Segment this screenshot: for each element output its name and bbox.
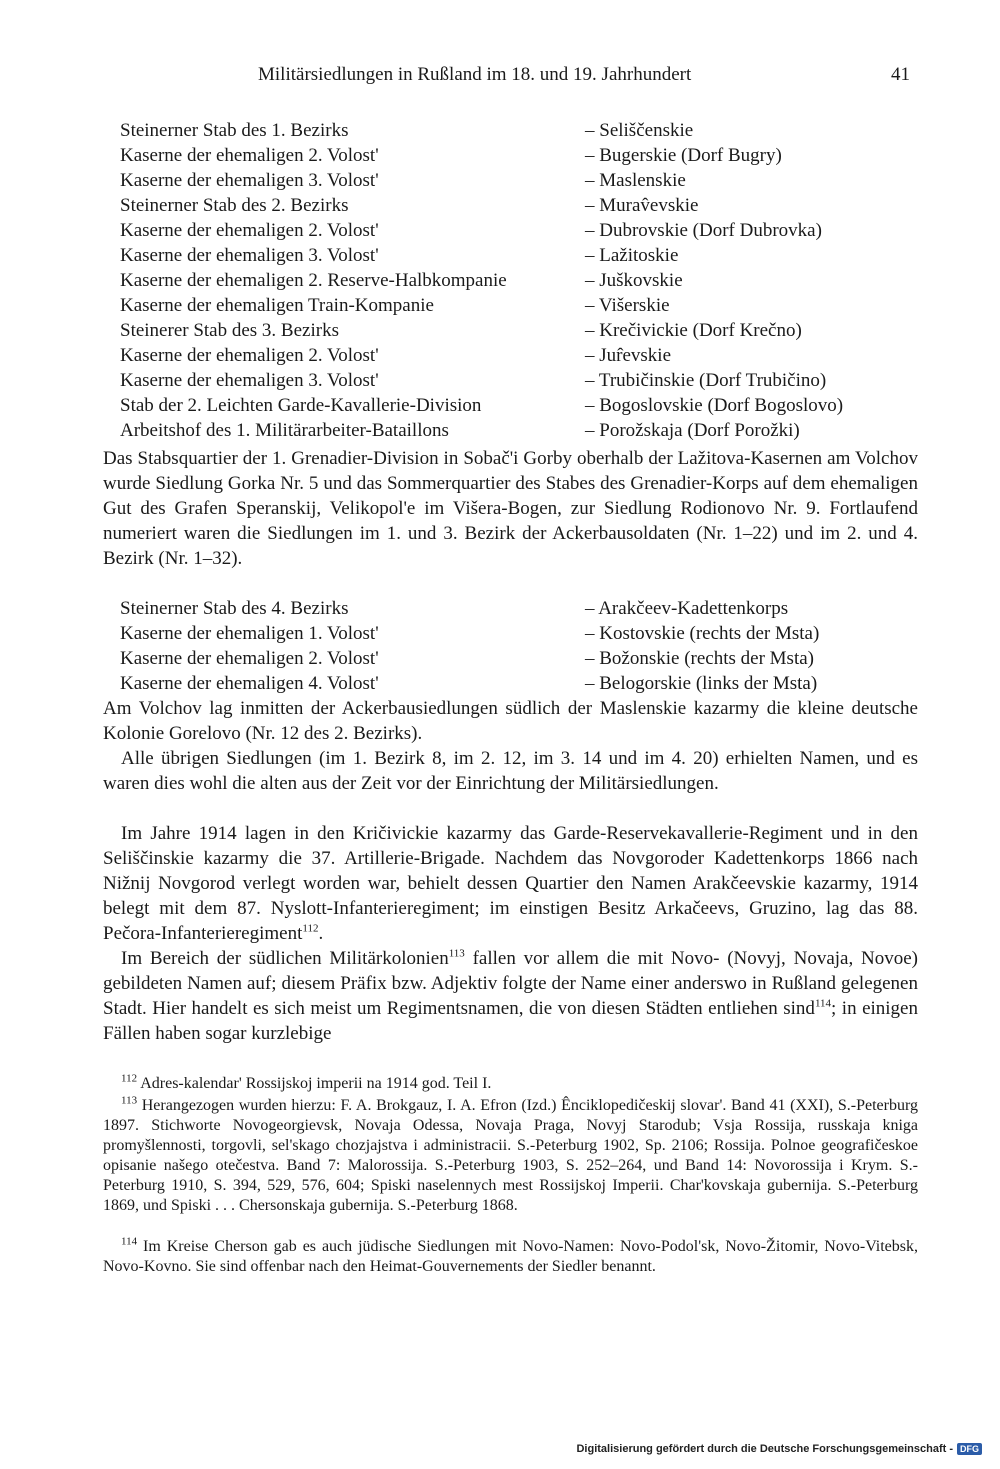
running-title: Militärsiedlungen in Rußland im 18. und 19. Jahrhundert [258, 64, 692, 85]
table-row: Kaserne der ehemaligen 2. Volost' – Jur̂evskie [120, 345, 672, 366]
barracks-table-2 [120, 596, 920, 696]
table-row: Kaserne der ehemaligen 2. Volost' – Bugerskie (Dorf Bugry) [120, 145, 782, 166]
dfg-logo: DFG [957, 1443, 982, 1455]
footnote-114: $^{114}$ Im Kreise Cherson gab es auch jüdische Siedlungen mit Novo-Namen: Novo-Podol'sk, Novo-Žitomir, Novo-Vitebsk, Novo-Kovno. Sie sind offenbar nach den Heimat-Gouvernements der Siedler benannt. [103, 1235, 918, 1275]
footer-text: Digitalisierung gefördert durch die Deutsche Forschungsgemeinschaft - [576, 1443, 953, 1455]
paragraph-other-settlements: Alle übrigen Siedlungen (im 1. Bezirk 8, im 2. 12, im 3. 14 und im 4. 20) erhielten Namen, und es waren dies wohl die alten aus der Zeit vor der Einrichtung der Militärsiedlungen. [103, 748, 918, 794]
page-header [258, 64, 910, 94]
digitization-footer [576, 1443, 982, 1455]
barracks-table-1 [120, 118, 920, 443]
table-row: Steinerner Stab des 2. Bezirks – Murav̂evskie [120, 195, 699, 216]
table-row: Arbeitshof des 1. Militärarbeiter-Bataillons – Porožskaja (Dorf Porožki) [120, 420, 800, 441]
paragraph-volchov: Am Volchov lag inmitten der Ackerbausiedlungen südlich der Maslenskie kazarmy die kleine deutsche Kolonie Gorelovo (Nr. 12 des 2. Bezirks). [103, 698, 918, 744]
table-row: Kaserne der ehemaligen Train-Kompanie – Višerskie [120, 295, 670, 316]
footnote-113: $^{113}$ Herangezogen wurden hierzu: F. A. Brokgauz, I. A. Efron (Izd.) Ênciklopedičeskij slovar'. Band 41 (XXI), S.-Peterburg 1897. Stichworte Novogeorgievsk, Novaja Odessa, Novaja Praga, Novyj Starodub; Vsja Rossija, russkaja kniga promyšlennosti, torgovli, sel'skago chozjajstva i administracii. S.-Peterburg 1902, Sp. 2106; Rossija. Polnoe geografičeskoe opisanie našego otečestva. Band 7: Malorossija. S.-Peterburg 1903, S. 252–264, und Band 14: Novorossija i Krym. S.-Peterburg 1910, S. 394, 529, 576, 604; Spiski naselennych mest Rossijskoj Imperii. Char'kovskaja gubernija. S.-Peterburg 1869, und Spiski . . . Chersonskaja gubernija. S.-Peterburg 1868. [103, 1094, 918, 1214]
table-row: Kaserne der ehemaligen 4. Volost' – Belogorskie (links der Msta) [120, 673, 818, 694]
table-row: Kaserne der ehemaligen 2. Volost' – Dubrovskie (Dorf Dubrovka) [120, 220, 822, 241]
footnote-ref: 113 [448, 947, 465, 960]
table-row: Kaserne der ehemaligen 3. Volost' – Lažitoskie [120, 245, 679, 266]
page-number: 41 [891, 64, 910, 85]
footnote-112: $^{112}$ Adres-kalendar' Rossijskoj imperii na 1914 god. Teil I. [121, 1072, 492, 1092]
table-row: Kaserne der ehemaligen 2. Reserve-Halbkompanie – Juškovskie [120, 270, 683, 291]
table-row: Steinerner Stab des 4. Bezirks – Arakčeev-Kadettenkorps [120, 598, 789, 619]
footnote-ref: 112 [302, 922, 319, 935]
table-row: Stab der 2. Leichten Garde-Kavallerie-Division – Bogoslovskie (Dorf Bogoslovo) [120, 395, 844, 416]
table-row: Kaserne der ehemaligen 3. Volost' – Trubičinskie (Dorf Trubičino) [120, 370, 827, 391]
paragraph-1914: Im Jahre 1914 lagen in den Kričivickie kazarmy das Garde-Reservekavallerie-Regiment und in den Seliščinskie kazarmy die 37. Artillerie-Brigade. Nachdem das Novgoroder Kadettenkorps 1866 nach Nižnij Novgorod verlegt worden war, behielt dessen Quartier den Namen Arakčeevskie kazarmy, 1914 belegt mit dem 87. Nyslott-Infanterieregiment; im einstigen Besitz Arkačeevs, Gruzino, lag das 88. Pečora-Infanterieregiment$^{112}$. [103, 823, 918, 944]
footnote-ref: 114 [814, 997, 832, 1010]
table-row: Kaserne der ehemaligen 1. Volost' – Kostovskie (rechts der Msta) [120, 623, 820, 644]
table-row: Kaserne der ehemaligen 2. Volost' – Božonskie (rechts der Msta) [120, 648, 814, 669]
paragraph-stabsquartier: Das Stabsquartier der 1. Grenadier-Division in Sobač'i Gorby oberhalb der Lažitova-Kasernen am Volchov wurde Siedlung Gorka Nr. 5 und das Sommerquartier des Stabes des Grenadier-Korps auf dem ehemaligen Gut des Grafen Speranskij, Velikopol'e im Višera-Bogen, zur Siedlung Rodionovo Nr. 9. Fortlaufend numeriert waren die Siedlungen im 1. und 3. Bezirk der Ackerbausoldaten (Nr. 1–22) und im 2. und 4. Bezirk (Nr. 1–32). [103, 448, 918, 569]
table-row: Steinerner Stab des 1. Bezirks – Seliščenskie [120, 120, 694, 141]
table-row: Steinerer Stab des 3. Bezirks – Krečivickie (Dorf Krečno) [120, 320, 802, 341]
paragraph-southern-colonies: Im Bereich der südlichen Militärkolonien$^{113}$ fallen vor allem die mit Novo- (Novyj, Novaja, Novoe) gebildeten Namen auf; diesem Präfix bzw. Adjektiv folgte der Name einer anderswo in Rußland gelegenen Stadt. Hier handelt es sich meist um Regimentsnamen, die von diesen Städten entliehen sind$^{114}$; in einigen Fällen haben sogar kurzlebige [103, 947, 918, 1044]
table-row: Kaserne der ehemaligen 3. Volost' – Maslenskie [120, 170, 686, 191]
